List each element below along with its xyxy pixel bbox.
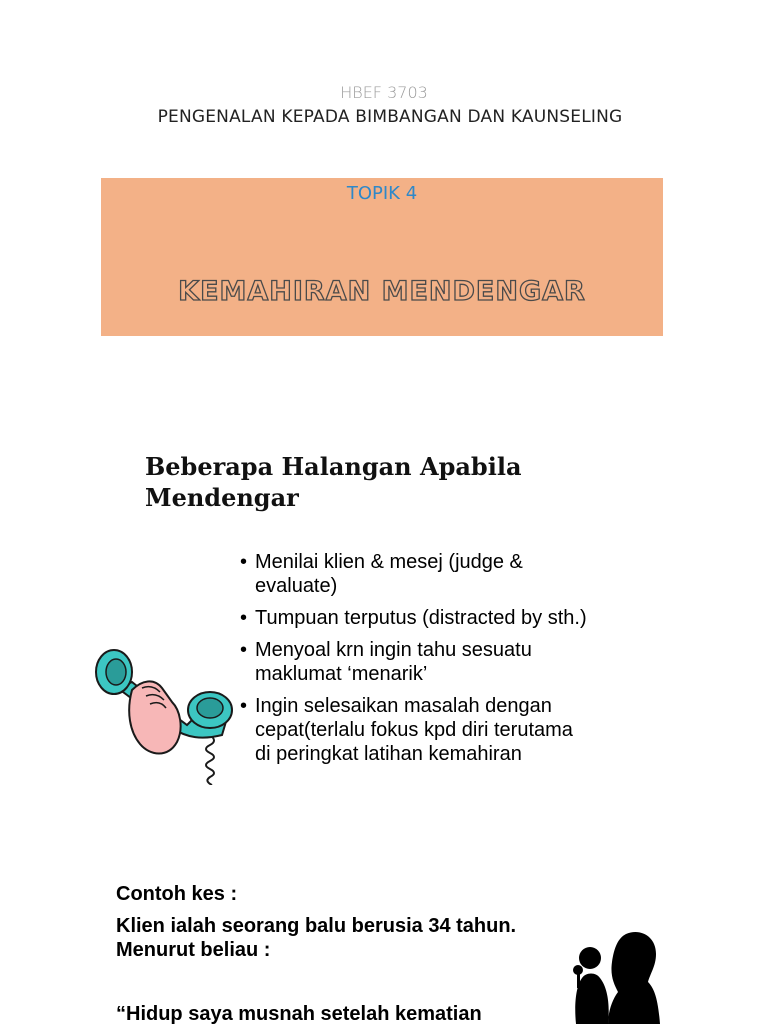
case-label: Contoh kes : xyxy=(116,883,238,905)
case-description-line: Menurut beliau : xyxy=(116,939,271,961)
section-heading-line2: Mendengar xyxy=(145,483,299,512)
bullet-icon: • xyxy=(240,695,248,717)
list-item-text: di peringkat latihan kemahiran xyxy=(255,743,522,765)
case-description xyxy=(116,914,516,962)
bullet-icon: • xyxy=(240,607,248,629)
bullet-icon: • xyxy=(240,551,248,573)
topic-label: TOPIK 4 xyxy=(346,183,418,204)
list-item xyxy=(240,550,660,598)
topic-banner xyxy=(101,178,663,336)
list-item-text: maklumat ‘menarik’ xyxy=(255,663,428,685)
case-description-line: Klien ialah seorang balu berusia 34 tahun. xyxy=(116,915,517,937)
banner-title: KEMAHIRAN MENDENGAR xyxy=(178,276,586,307)
list-item-text: cepat(terlalu fokus kpd diri terutama xyxy=(255,719,573,741)
list-item xyxy=(240,694,660,766)
list-item xyxy=(240,606,660,630)
barrier-list xyxy=(240,550,660,774)
woman-with-microphone-silhouette-icon xyxy=(568,926,664,1024)
telephone-handset-icon xyxy=(92,640,242,785)
list-item-text: Ingin selesaikan masalah dengan xyxy=(255,695,552,717)
list-item-text: Menyoal krn ingin tahu sesuatu xyxy=(255,639,532,661)
course-code: HBEF 3703 xyxy=(340,83,428,102)
section-heading xyxy=(145,451,615,513)
list-item xyxy=(240,638,660,686)
bullet-icon: • xyxy=(240,639,248,661)
case-quote: “Hidup saya musnah setelah kematian xyxy=(116,1003,482,1025)
list-item-text: evaluate) xyxy=(255,575,338,597)
list-item-text: Menilai klien & mesej (judge & xyxy=(255,551,523,573)
section-heading-line1: Beberapa Halangan Apabila xyxy=(145,452,522,481)
course-title: PENGENALAN KEPADA BIMBANGAN DAN KAUNSELING xyxy=(157,107,623,127)
list-item-text: Tumpuan terputus (distracted by sth.) xyxy=(255,607,587,629)
